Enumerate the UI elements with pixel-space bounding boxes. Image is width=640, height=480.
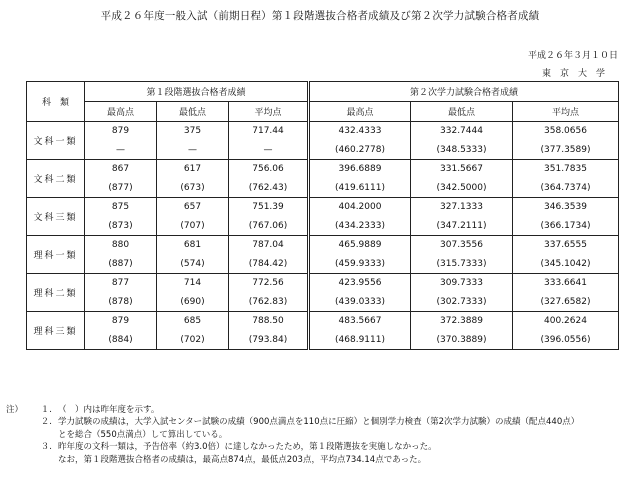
score-cell xyxy=(157,312,229,350)
note-text: なお，第１段階選抜合格者の成績は，最高点874点，最低点203点，平均点734.14点であった。 xyxy=(58,454,427,465)
current-score: 309.7333 xyxy=(440,278,483,289)
previous-score: (327.6582) xyxy=(540,296,591,307)
score-cell xyxy=(411,198,513,236)
subject-cell: 文科一類 xyxy=(27,122,85,160)
page-title: 平成２６年度一般入試（前期日程）第１段階選抜合格者成績及び第２次学力試験合格者成績 xyxy=(100,10,540,22)
previous-score: (702) xyxy=(180,334,205,345)
table-row xyxy=(27,236,619,274)
organization-name: 東京大学 xyxy=(541,69,614,79)
score-cell xyxy=(85,236,157,274)
score-cell xyxy=(309,312,411,350)
previous-score: (878) xyxy=(108,296,133,307)
current-score: 879 xyxy=(111,126,130,137)
previous-score: (315.7333) xyxy=(436,258,487,269)
current-score: 465.9889 xyxy=(338,240,382,251)
current-score: 333.6641 xyxy=(544,278,587,289)
previous-score: (345.1042) xyxy=(540,258,591,269)
current-score: 681 xyxy=(183,240,202,251)
previous-score: (673) xyxy=(180,182,205,193)
notes-lead: 注） xyxy=(6,405,24,415)
score-cell xyxy=(513,198,619,236)
previous-score: (884) xyxy=(108,334,133,345)
previous-score: (460.2778) xyxy=(335,144,385,155)
current-score: 423.9556 xyxy=(338,278,382,289)
previous-score: (419.6111) xyxy=(335,182,385,193)
subject-cell: 理科一類 xyxy=(27,236,85,274)
column-header: 最低点 xyxy=(411,102,513,122)
current-score: 751.39 xyxy=(252,202,284,213)
score-cell xyxy=(513,122,619,160)
score-cell xyxy=(309,160,411,198)
current-score: 404.2000 xyxy=(338,202,382,213)
previous-score: (347.2111) xyxy=(436,220,487,231)
column-header: 最高点 xyxy=(85,102,157,122)
score-cell xyxy=(85,198,157,236)
previous-score: (364.7374) xyxy=(540,182,591,193)
note-number: ３. xyxy=(40,442,52,453)
current-score: 332.7444 xyxy=(440,126,483,137)
previous-score: (877) xyxy=(108,182,133,193)
previous-score: (370.3889) xyxy=(436,334,487,345)
previous-score: (439.0333) xyxy=(335,296,385,307)
current-score: 358.0656 xyxy=(544,126,587,137)
subject-header: 科 類 xyxy=(27,82,85,122)
score-cell xyxy=(85,274,157,312)
score-cell xyxy=(411,160,513,198)
current-score: 880 xyxy=(111,240,130,251)
previous-score: (707) xyxy=(180,220,205,231)
previous-score: (793.84) xyxy=(248,334,288,345)
previous-score: (690) xyxy=(180,296,205,307)
previous-score: (873) xyxy=(108,220,133,231)
column-header: 平均点 xyxy=(513,102,619,122)
current-score: 879 xyxy=(111,316,130,327)
current-score: 331.5667 xyxy=(440,164,483,175)
current-score: 772.56 xyxy=(252,278,284,289)
current-score: 400.2624 xyxy=(544,316,587,327)
current-score: 657 xyxy=(183,202,202,213)
score-cell xyxy=(513,312,619,350)
score-cell xyxy=(85,122,157,160)
score-cell xyxy=(411,312,513,350)
notes-section xyxy=(6,404,636,466)
score-cell xyxy=(411,122,513,160)
publish-date: 平成２６年３月１０日 xyxy=(527,51,618,61)
score-cell xyxy=(85,312,157,350)
current-score: 346.3539 xyxy=(544,202,587,213)
previous-score: (468.9111) xyxy=(335,334,385,345)
current-score: 432.4333 xyxy=(338,126,382,137)
current-score: 483.5667 xyxy=(338,316,382,327)
score-cell xyxy=(309,274,411,312)
current-score: 351.7835 xyxy=(544,164,587,175)
current-score: 685 xyxy=(183,316,202,327)
previous-score: (762.43) xyxy=(248,182,288,193)
table-row xyxy=(27,160,619,198)
group2-header: 第２次学力試験合格者成績 xyxy=(309,82,619,102)
previous-score: (366.1734) xyxy=(540,220,591,231)
subject-cell: 理科二類 xyxy=(27,274,85,312)
current-score: 787.04 xyxy=(252,240,284,251)
group1-header: 第１段階選抜合格者成績 xyxy=(85,82,309,102)
note-text: とを総合（550点満点）して算出している。 xyxy=(58,429,228,440)
current-score: 372.3889 xyxy=(440,316,483,327)
subject-cell: 文科三類 xyxy=(27,198,85,236)
current-score: 867 xyxy=(111,164,130,175)
current-score: 307.3556 xyxy=(440,240,483,251)
score-cell xyxy=(513,236,619,274)
previous-score: (574) xyxy=(180,258,205,269)
score-cell xyxy=(157,274,229,312)
score-cell xyxy=(513,274,619,312)
column-header: 最高点 xyxy=(309,102,411,122)
current-score: 617 xyxy=(183,164,202,175)
current-score: 717.44 xyxy=(252,126,284,137)
previous-score: (887) xyxy=(108,258,133,269)
score-cell xyxy=(513,160,619,198)
previous-score: (459.9333) xyxy=(335,258,385,269)
previous-score: (377.3589) xyxy=(540,144,591,155)
score-cell xyxy=(309,122,411,160)
score-cell xyxy=(157,160,229,198)
score-cell xyxy=(229,160,309,198)
previous-score: (396.0556) xyxy=(540,334,591,345)
previous-score: (767.06) xyxy=(248,220,288,231)
score-cell xyxy=(229,312,309,350)
previous-score: — xyxy=(116,144,125,155)
current-score: 788.50 xyxy=(252,316,284,327)
score-cell xyxy=(85,160,157,198)
previous-score: (762.83) xyxy=(248,296,288,307)
score-cell xyxy=(309,198,411,236)
current-score: 877 xyxy=(111,278,130,289)
previous-score: (348.5333) xyxy=(436,144,487,155)
score-cell xyxy=(157,236,229,274)
score-cell xyxy=(229,274,309,312)
current-score: 714 xyxy=(183,278,202,289)
subject-cell: 理科三類 xyxy=(27,312,85,350)
note-number: ２. xyxy=(40,417,52,428)
score-cell xyxy=(411,274,513,312)
results-table xyxy=(26,81,619,350)
score-cell xyxy=(229,236,309,274)
score-cell xyxy=(229,198,309,236)
current-score: 375 xyxy=(183,126,202,137)
current-score: 337.6555 xyxy=(544,240,587,251)
note-text: 学力試験の成績は，大学入試センター試験の成績（900点満点を110点に圧縮）と個別学力検査（第2次学力試験）の成績（配点440点） xyxy=(58,417,580,428)
column-header: 最低点 xyxy=(157,102,229,122)
previous-score: (434.2333) xyxy=(335,220,385,231)
note-text: 昨年度の文科一類は，予告倍率（約3.0倍）に達しなかったため，第１段階選抜を実施しなかった。 xyxy=(58,442,437,453)
previous-score: (302.7333) xyxy=(436,296,487,307)
score-cell xyxy=(229,122,309,160)
score-cell xyxy=(157,122,229,160)
score-cell xyxy=(157,198,229,236)
note-text: （ ）内は昨年度を示す。 xyxy=(58,405,160,415)
subject-cell: 文科二類 xyxy=(27,160,85,198)
table-row xyxy=(27,122,619,160)
table-row xyxy=(27,312,619,350)
current-score: 756.06 xyxy=(252,164,284,175)
current-score: 396.6889 xyxy=(338,164,382,175)
table-row xyxy=(27,198,619,236)
current-score: 875 xyxy=(111,202,130,213)
note-number: １. xyxy=(40,405,52,415)
current-score: 327.1333 xyxy=(440,202,483,213)
score-cell xyxy=(411,236,513,274)
previous-score: — xyxy=(263,144,273,155)
table-row xyxy=(27,274,619,312)
previous-score: — xyxy=(188,144,197,155)
score-cell xyxy=(309,236,411,274)
previous-score: (342.5000) xyxy=(436,182,487,193)
column-header: 平均点 xyxy=(229,102,309,122)
previous-score: (784.42) xyxy=(248,258,288,269)
